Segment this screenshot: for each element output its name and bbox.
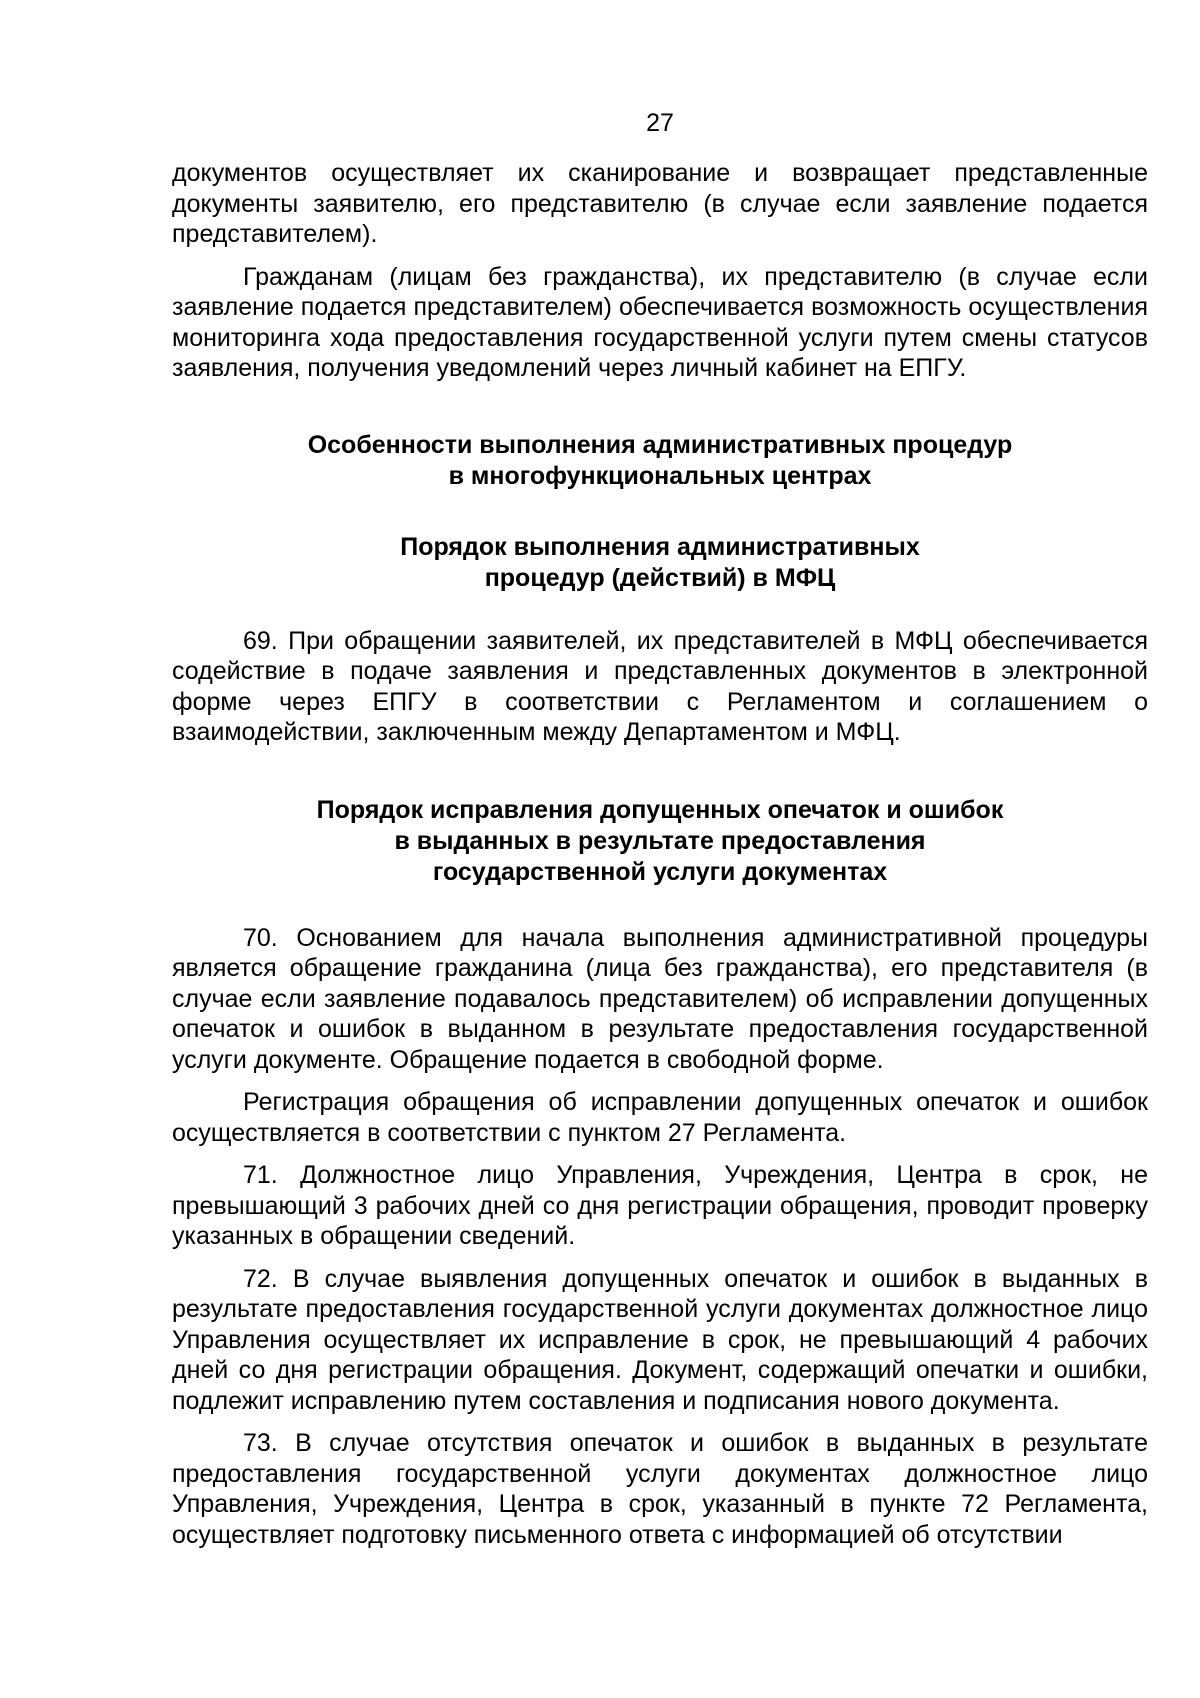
item-73: 73. В случае отсутствия опечаток и ошибок в выданных в результате предоставления государственной услуги документах должностное лицо Управления, Учреждения, Центра в срок, указанный в пункте 72 Регламента, осуществляет подготовку письменного ответа с информацией об отсутствии xyxy=(172,1429,1148,1549)
heading-corrections-line3: государственной услуги документах xyxy=(432,857,888,886)
document-page xyxy=(172,108,1148,1550)
heading-mfc-procedure-line2: процедур (действий) в МФЦ xyxy=(484,563,836,592)
registration-paragraph: Регистрация обращения об исправлении допущенных опечаток и ошибок осуществляется в соответствии с пунктом 27 Регламента. xyxy=(172,1088,1148,1147)
heading-mfc-procedure-line1: Порядок выполнения административных xyxy=(400,532,920,561)
heading-mfc-procedure xyxy=(172,532,1148,594)
intro-paragraph: документов осуществляет их сканирование и возвращает представленные документы заявителю, его представителю (в случае если заявление подается представителем). xyxy=(172,159,1148,248)
heading-corrections xyxy=(172,795,1148,888)
monitoring-paragraph: Гражданам (лицам без гражданства), их представителю (в случае если заявление подается представителем) обеспечивается возможность осуществления мониторинга хода предоставления государственной услуги путем смены статусов заявления, получения уведомлений через личный кабинет на ЕПГУ. xyxy=(172,262,1148,382)
item-70: 70. Основанием для начала выполнения административной процедуры является обращение гражданина (лица без гражданства), его представителя (в случае если заявление подавалось представителем) об исправлении допущенных опечаток и ошибок в выданном в результате предоставления государственной услуги документе. Обращение подается в свободной форме. xyxy=(172,923,1148,1074)
heading-mfc-features-line2: в многофункциональных центрах xyxy=(448,461,872,490)
item-72: 72. В случае выявления допущенных опечаток и ошибок в выданных в результате предоставления государственной услуги документах должностное лицо Управления осуществляет их исправление в срок, не превышающий 4 рабочих дней со дня регистрации обращения. Документ, содержащий опечатки и ошибки, подлежит исправлению путем составления и подписания нового документа. xyxy=(172,1264,1148,1415)
heading-corrections-line2: в выданных в результате предоставления xyxy=(394,826,926,855)
item-71: 71. Должностное лицо Управления, Учреждения, Центра в срок, не превышающий 3 рабочих дней со дня регистрации обращения, проводит проверку указанных в обращении сведений. xyxy=(172,1161,1148,1250)
heading-mfc-features xyxy=(172,430,1148,492)
page-number: 27 xyxy=(646,109,674,137)
heading-mfc-features-line1: Особенности выполнения административных процедур xyxy=(307,430,1013,459)
item-69: 69. При обращении заявителей, их представителей в МФЦ обеспечивается содействие в подаче заявления и представленных документов в электронной форме через ЕПГУ в соответствии с Регламентом и соглашением о взаимодействии, заключенным между Департаментом и МФЦ. xyxy=(172,626,1148,746)
heading-corrections-line1: Порядок исправления допущенных опечаток и ошибок xyxy=(316,795,1004,824)
